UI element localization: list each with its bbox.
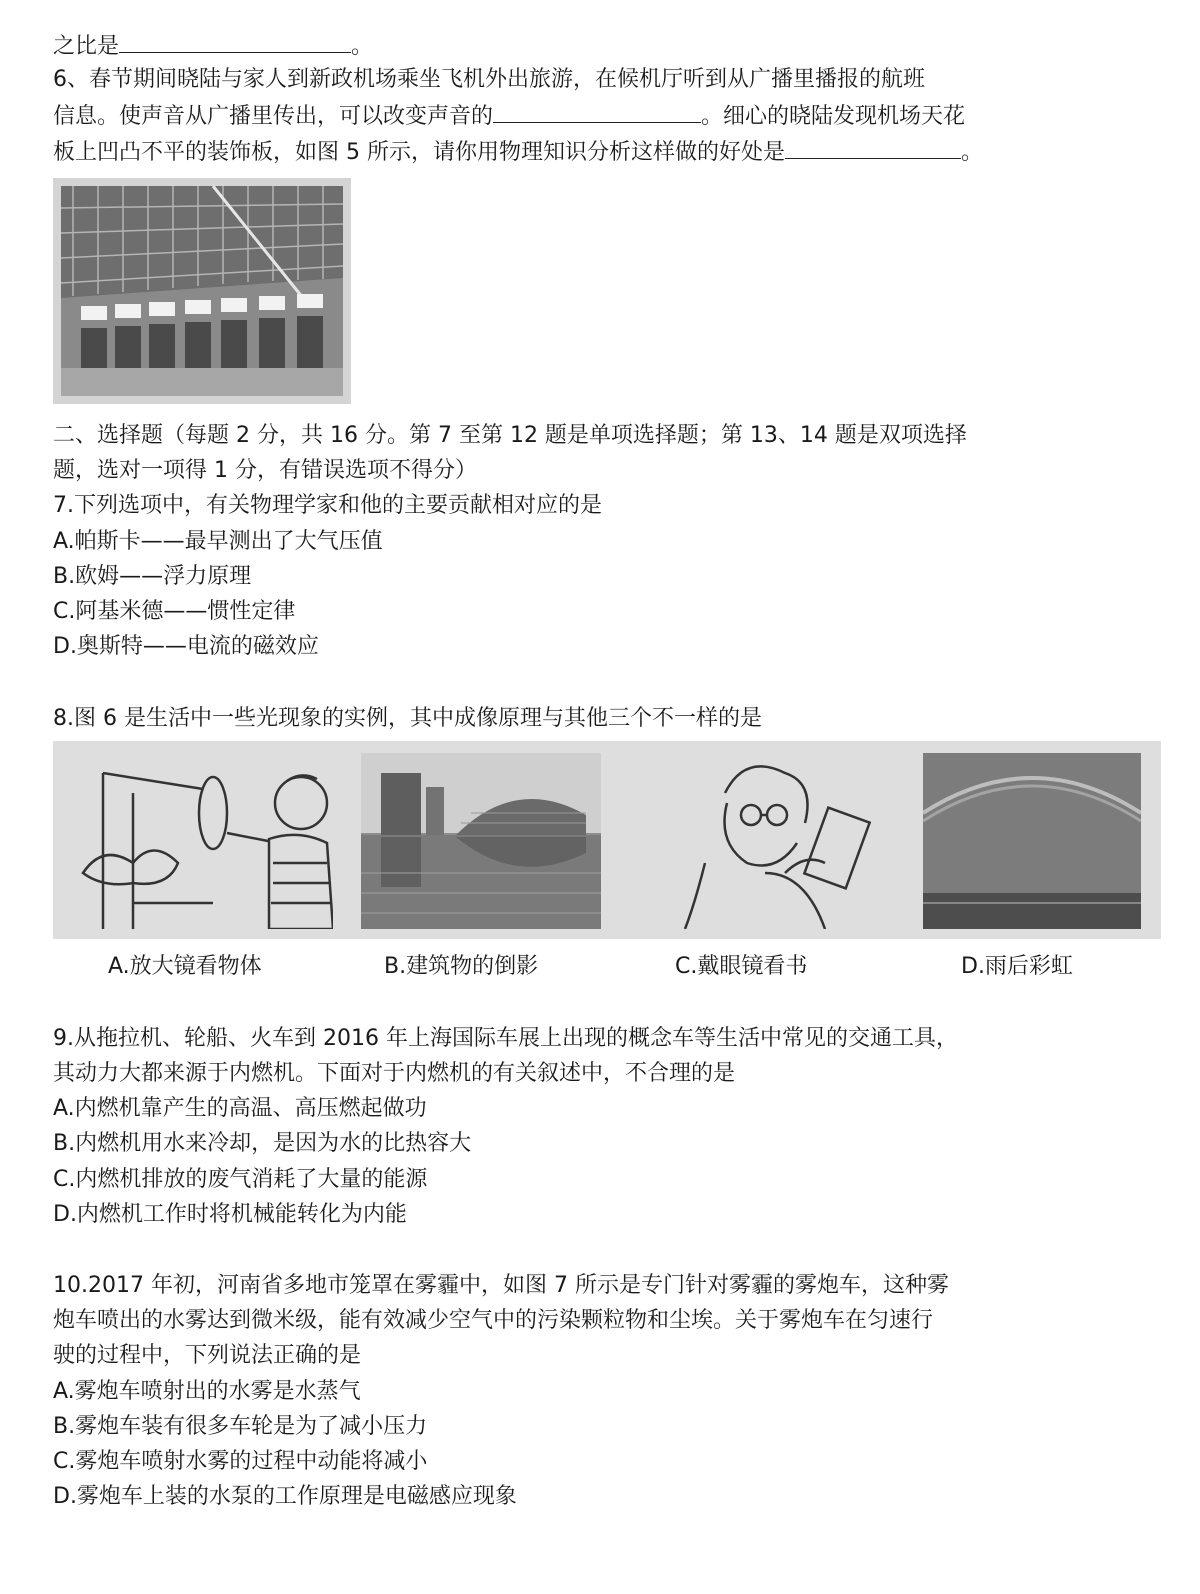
q7-option-b[interactable]: B.欧姆——浮力原理 <box>53 564 252 589</box>
q10-line-3: 驶的过程中，下列说法正确的是 <box>53 1343 362 1368</box>
figure-6-panel-d <box>923 753 1141 929</box>
q10-option-b[interactable]: B.雾炮车装有很多车轮是为了减小压力 <box>53 1414 428 1439</box>
section-2-line-1: 二、选择题（每题 2 分，共 16 分。第 7 至第 12 题是单项选择题；第 13、14 题是双项选择 <box>53 423 967 448</box>
rainbow-illustration <box>923 753 1141 929</box>
q5-tail-line <box>53 30 373 62</box>
q8-caption-a[interactable]: A.放大镜看物体 <box>108 954 262 979</box>
q8-caption-c[interactable]: C.戴眼镜看书 <box>675 954 808 979</box>
q9-option-b[interactable]: B.内燃机用水来冷却，是因为水的比热容大 <box>53 1131 472 1156</box>
glasses-reading-illustration <box>665 753 875 929</box>
figure-6-strip <box>53 741 1161 939</box>
q9-line-2: 其动力大都来源于内燃机。下面对于内燃机的有关叙述中，不合理的是 <box>53 1061 736 1086</box>
q6-line-1: 6、春节期间晓陆与家人到新政机场乘坐飞机外出旅游，在候机厅听到从广播里播报的航班 <box>53 67 926 92</box>
q8-caption-d[interactable]: D.雨后彩虹 <box>961 954 1073 979</box>
q7-option-d[interactable]: D.奥斯特——电流的磁效应 <box>53 634 319 659</box>
q6-line-3-text-b: 。 <box>961 140 984 165</box>
q6-line-3-text-a: 板上凹凸不平的装饰板，如图 5 所示，请你用物理知识分析这样做的好处是 <box>53 140 785 165</box>
q6-line-2-text-a: 信息。使声音从广播里传出，可以改变声音的 <box>53 104 494 129</box>
q9-option-c[interactable]: C.内燃机排放的废气消耗了大量的能源 <box>53 1167 428 1192</box>
q6-line-2 <box>53 100 965 132</box>
q5-end-punct: 。 <box>351 34 374 59</box>
q10-option-c[interactable]: C.雾炮车喷射水雾的过程中动能将减小 <box>53 1449 428 1474</box>
q10-option-d[interactable]: D.雾炮车上装的水泵的工作原理是电磁感应现象 <box>53 1484 517 1509</box>
q6-answer-blank-2[interactable] <box>785 136 961 159</box>
q6-line-3 <box>53 136 983 168</box>
building-reflection-illustration <box>361 753 601 929</box>
q10-line-2: 炮车喷出的水雾达到微米级，能有效减少空气中的污染颗粒物和尘埃。关于雾炮车在匀速行 <box>53 1308 934 1333</box>
q10-line-1: 10.2017 年初，河南省多地市笼罩在雾霾中，如图 7 所示是专门针对雾霾的雾炮车，这种雾 <box>53 1273 949 1298</box>
q10-option-a[interactable]: A.雾炮车喷射出的水雾是水蒸气 <box>53 1379 361 1404</box>
q5-answer-blank[interactable] <box>119 30 351 53</box>
q9-option-d[interactable]: D.内燃机工作时将机械能转化为内能 <box>53 1202 407 1227</box>
q6-answer-blank-1[interactable] <box>493 100 701 123</box>
q8-stem: 8.图 6 是生活中一些光现象的实例，其中成像原理与其他三个不一样的是 <box>53 706 762 731</box>
q7-option-a[interactable]: A.帕斯卡——最早测出了大气压值 <box>53 529 383 554</box>
q7-stem: 7.下列选项中，有关物理学家和他的主要贡献相对应的是 <box>53 493 602 518</box>
figure-6-panel-c <box>665 753 875 929</box>
q7-option-c[interactable]: C.阿基米德——惯性定律 <box>53 599 296 624</box>
figure-5-airport-photo <box>53 178 351 404</box>
figure-6-panel-b <box>361 753 601 929</box>
q6-line-2-text-b: 。细心的晓陆发现机场天花 <box>701 104 966 129</box>
q8-caption-b[interactable]: B.建筑物的倒影 <box>384 954 539 979</box>
magnifier-illustration <box>73 753 333 929</box>
q9-option-a[interactable]: A.内燃机靠产生的高温、高压燃起做功 <box>53 1096 427 1121</box>
airport-hall-illustration <box>53 178 351 404</box>
section-2-line-2: 题，选对一项得 1 分，有错误选项不得分） <box>53 458 477 483</box>
q9-line-1: 9.从拖拉机、轮船、火车到 2016 年上海国际车展上出现的概念车等生活中常见的交通工具， <box>53 1026 958 1051</box>
q5-tail-text: 之比是 <box>53 34 120 59</box>
figure-6-panel-a <box>73 753 333 929</box>
